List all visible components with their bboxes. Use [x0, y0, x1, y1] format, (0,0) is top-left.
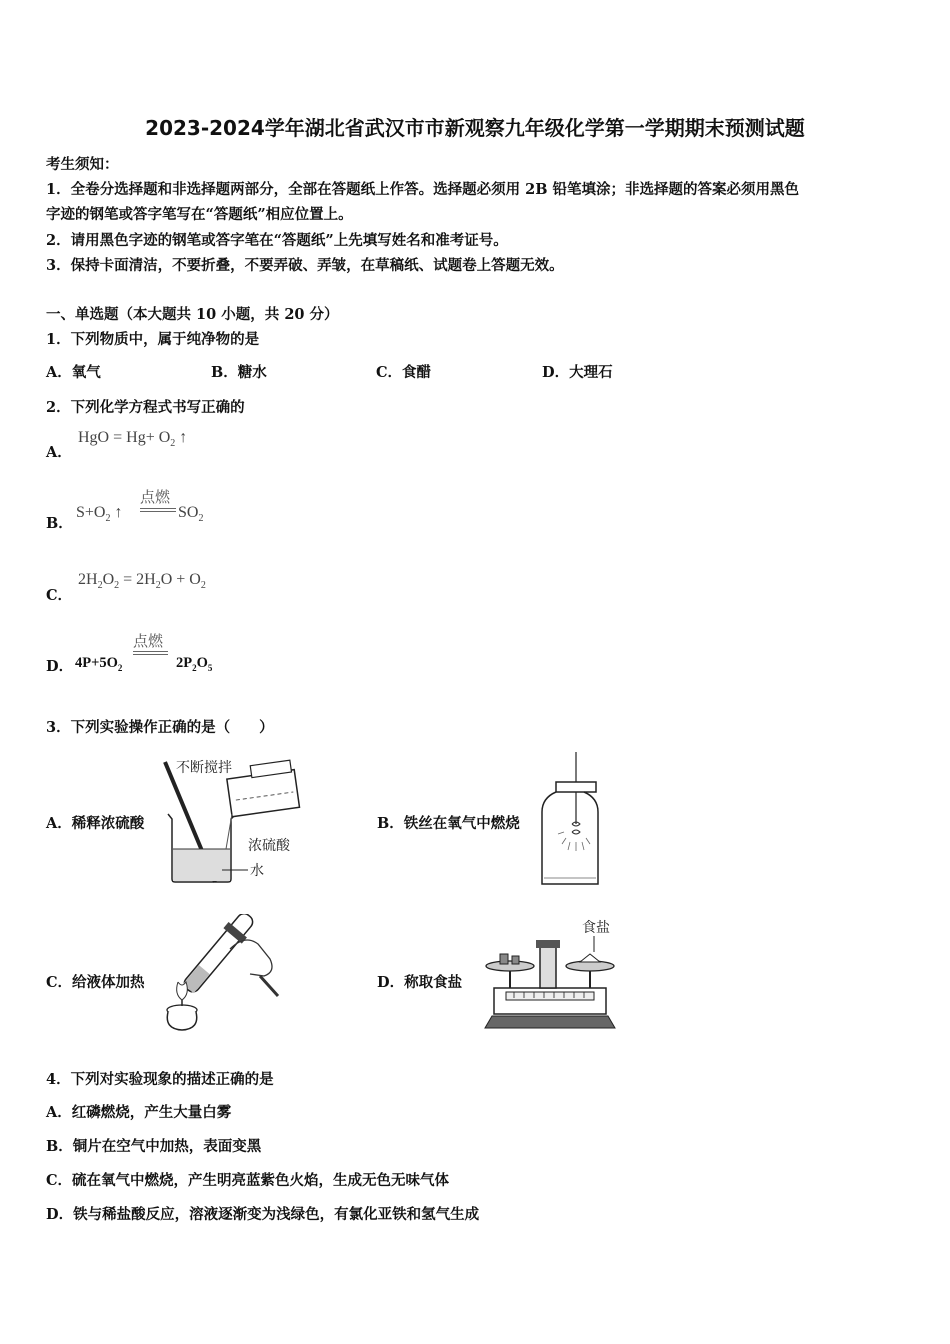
q2-stem: 2．下列化学方程式书写正确的 [46, 399, 245, 416]
q4-option-a: A．红磷燃烧，产生大量白雾 [46, 1104, 232, 1121]
label-stir: 不断搅拌 [176, 760, 232, 776]
sparks [558, 832, 590, 851]
q2-option-c-label: C． [46, 587, 73, 604]
q2-option-d-left: $4P+5O_2$ [75, 655, 123, 673]
q1-stem: 1．下列物质中，属于纯净物的是 [46, 331, 260, 348]
acid-bottle [227, 770, 300, 817]
holder-handle [260, 976, 278, 996]
q3-option-d: D．称取食盐 [377, 974, 463, 991]
heating-liquid-figure [160, 914, 285, 1034]
hand [230, 940, 272, 976]
q4-option-c: C．硫在氧气中燃烧，产生明亮蓝紫色火焰，生成无色无味气体 [46, 1172, 450, 1189]
q3-stem: 3．下列实验操作正确的是（ ） [46, 719, 274, 736]
q4-option-b: B．铜片在空气中加热，表面变黑 [46, 1138, 262, 1155]
q1-option-a: A．氧气 [46, 364, 101, 381]
page-title: 2023-2024学年湖北省武汉市市新观察九年级化学第一学期期末预测试题 [145, 116, 805, 140]
q1-option-c: C．食醋 [376, 364, 432, 381]
q3-option-a: A．稀释浓硫酸 [46, 815, 145, 832]
flame [177, 982, 188, 1000]
balance-base [485, 1016, 615, 1028]
q3-option-c: C．给液体加热 [46, 974, 145, 991]
q2-option-a-label: A． [46, 444, 72, 461]
q2-option-b-condition: 点燃 [140, 488, 171, 506]
balance-figure [480, 916, 620, 1036]
q2-option-b-bar-bottom [140, 511, 176, 512]
q1-option-b: B．糖水 [211, 364, 267, 381]
q2-option-d-label: D． [46, 658, 74, 675]
q2-option-d-bar-top [133, 651, 168, 652]
q1-option-d: D．大理石 [542, 364, 613, 381]
label-salt: 食盐 [582, 920, 610, 936]
diluting-acid-figure [160, 754, 310, 889]
label-water: 水 [250, 863, 264, 879]
q3-option-b: B．铁丝在氧气中燃烧 [377, 815, 520, 832]
salt-pile [580, 954, 600, 962]
notice-line-1a: 1．全卷分选择题和非选择题两部分，全部在答题纸上作答。选择题必须用 2B 铅笔填涂；非选择题的答案必须用黑色 [46, 181, 800, 198]
section-heading: 一、单选题（本大题共 10 小题，共 20 分） [46, 306, 339, 323]
q2-option-b-bar-top [140, 508, 176, 509]
water-in-beaker [173, 849, 230, 881]
pillar-top [536, 940, 560, 948]
q4-stem: 4．下列对实验现象的描述正确的是 [46, 1071, 274, 1088]
q2-option-b-right: $SO_2$ [178, 504, 204, 525]
notice-line-2: 2．请用黑色字迹的钢笔或答字笔在“答题纸”上先填写姓名和准考证号。 [46, 232, 508, 249]
weight-1 [500, 954, 508, 964]
notice-line-3: 3．保持卡面清洁，不要折叠，不要弄破、弄皱，在草稿纸、试题卷上答题无效。 [46, 257, 564, 274]
label-acid: 浓硫酸 [248, 838, 290, 854]
q2-option-d-bar-bottom [133, 654, 168, 655]
alcohol-lamp [167, 1012, 196, 1030]
q2-option-d-right: $2P_2O_5$ [176, 655, 213, 673]
notice-line-1b: 字迹的钢笔或答字笔写在“答题纸”相应位置上。 [46, 206, 353, 223]
q2-option-c-equation: $2H_2O_2 = 2H_2O + O_2$ [78, 571, 206, 592]
q2-option-b-left: $S+O_2$ ↑ [76, 504, 123, 525]
q4-option-d: D．铁与稀盐酸反应，溶液逐渐变为浅绿色，有氯化亚铁和氢气生成 [46, 1206, 480, 1223]
gas-bottle [542, 792, 598, 884]
q2-option-a-equation: HgO = $Hg+ O_2$ ↑ [78, 429, 188, 450]
notice-heading: 考生须知： [46, 156, 119, 173]
q2-option-b-label: B． [46, 515, 73, 532]
q2-option-d-condition: 点燃 [133, 632, 164, 650]
bottle-neck [556, 782, 596, 792]
left-pan [486, 961, 534, 971]
weight-2 [512, 956, 519, 964]
balance-pillar [540, 944, 556, 988]
iron-wire-burning-figure [538, 752, 608, 888]
beam-scale [506, 992, 594, 1000]
